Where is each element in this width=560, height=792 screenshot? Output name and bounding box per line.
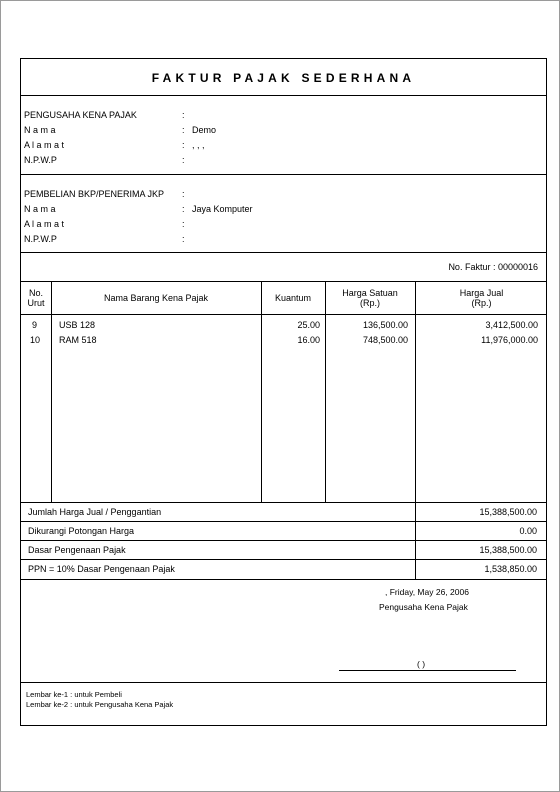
th-harga-jual-line2: (Rp.) bbox=[471, 298, 492, 308]
col-divider-kuantum bbox=[325, 281, 326, 502]
summary-label-dasar: Dasar Pengenaan Pajak bbox=[28, 545, 126, 555]
buyer-npwp-label: N.P.W.P bbox=[24, 234, 57, 244]
buyer-npwp-colon: : bbox=[182, 234, 185, 244]
th-no-line1: No. bbox=[28, 288, 43, 298]
th-nama: Nama Barang Kena Pajak bbox=[103, 293, 209, 303]
divider-invoice-number bbox=[21, 281, 546, 282]
seller-alamat-value: , , , bbox=[192, 140, 205, 150]
signature-date: , Friday, May 26, 2006 bbox=[385, 587, 469, 597]
summary-label-ppn: PPN = 10% Dasar Pengenaan Pajak bbox=[28, 564, 175, 574]
divider-title bbox=[21, 95, 546, 96]
row-harga-satuan: 136,500.00 bbox=[362, 320, 408, 330]
buyer-heading-colon: : bbox=[182, 189, 185, 199]
seller-alamat-colon: : bbox=[182, 140, 185, 150]
signature-name: ( ) bbox=[417, 659, 426, 669]
row-no: 10 bbox=[30, 335, 41, 345]
seller-heading-colon: : bbox=[182, 110, 185, 120]
divider-summary-2 bbox=[21, 540, 546, 541]
buyer-nama-colon: : bbox=[182, 204, 185, 214]
signature-line bbox=[339, 670, 516, 671]
th-kuantum: Kuantum bbox=[274, 293, 312, 303]
th-harga-satuan-line1: Harga Satuan bbox=[342, 288, 398, 298]
divider-summary-1 bbox=[21, 521, 546, 522]
note-lembar-1: Lembar ke-1 : untuk Pembeli bbox=[26, 690, 122, 699]
divider-buyer bbox=[21, 252, 546, 253]
buyer-alamat-colon: : bbox=[182, 219, 185, 229]
buyer-nama-label: N a m a bbox=[24, 204, 56, 214]
invoice-frame bbox=[20, 58, 547, 726]
divider-signature bbox=[21, 682, 546, 683]
th-harga-jual-line1: Harga Jual bbox=[459, 288, 504, 298]
summary-value-jumlah: 15,388,500.00 bbox=[479, 507, 537, 517]
summary-value-dasar: 15,388,500.00 bbox=[479, 545, 537, 555]
row-harga-satuan: 748,500.00 bbox=[362, 335, 408, 345]
seller-heading: PENGUSAHA KENA PAJAK bbox=[24, 110, 137, 120]
row-kuantum: 25.00 bbox=[297, 320, 320, 330]
col-divider-no bbox=[51, 281, 52, 502]
divider-summary-3 bbox=[21, 559, 546, 560]
row-nama: USB 128 bbox=[59, 320, 96, 330]
th-harga-satuan bbox=[325, 288, 415, 308]
divider-seller bbox=[21, 174, 546, 175]
divider-table-end bbox=[21, 502, 546, 503]
invoice-number: No. Faktur : 00000016 bbox=[448, 262, 538, 272]
summary-label-jumlah: Jumlah Harga Jual / Penggantian bbox=[28, 507, 162, 517]
seller-nama-label: N a m a bbox=[24, 125, 56, 135]
row-kuantum: 16.00 bbox=[297, 335, 320, 345]
divider-summary-4 bbox=[21, 579, 546, 580]
col-divider-nama bbox=[261, 281, 262, 502]
signature-role: Pengusaha Kena Pajak bbox=[379, 602, 468, 612]
row-nama: RAM 518 bbox=[59, 335, 97, 345]
seller-alamat-label: A l a m a t bbox=[24, 140, 65, 150]
row-harga-jual: 11,976,000.00 bbox=[481, 335, 538, 345]
summary-value-potongan: 0.00 bbox=[519, 526, 537, 536]
document-title: FAKTUR PAJAK SEDERHANA bbox=[151, 71, 416, 85]
th-harga-satuan-line2: (Rp.) bbox=[360, 298, 380, 308]
row-no: 9 bbox=[32, 320, 38, 330]
th-harga-jual bbox=[415, 288, 548, 308]
buyer-alamat-label: A l a m a t bbox=[24, 219, 65, 229]
seller-npwp-colon: : bbox=[182, 155, 185, 165]
seller-npwp-label: N.P.W.P bbox=[24, 155, 57, 165]
buyer-nama-value: Jaya Komputer bbox=[192, 204, 253, 214]
note-lembar-2: Lembar ke-2 : untuk Pengusaha Kena Pajak bbox=[26, 700, 174, 709]
th-no-line2: Urut bbox=[27, 298, 45, 308]
row-harga-jual: 3,412,500.00 bbox=[485, 320, 538, 330]
buyer-heading: PEMBELIAN BKP/PENERIMA JKP bbox=[24, 189, 165, 199]
summary-label-potongan: Dikurangi Potongan Harga bbox=[28, 526, 135, 536]
table-header-divider bbox=[21, 314, 546, 315]
th-no bbox=[21, 288, 51, 308]
summary-value-ppn: 1,538,850.00 bbox=[484, 564, 537, 574]
seller-nama-colon: : bbox=[182, 125, 185, 135]
seller-nama-value: Demo bbox=[192, 125, 217, 135]
